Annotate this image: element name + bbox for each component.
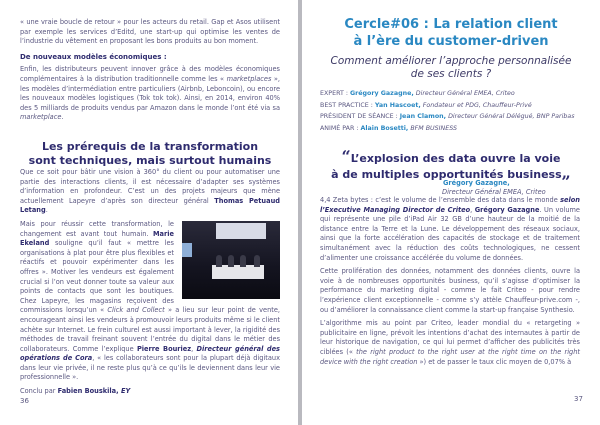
text-run: », les modèles d’intermédiation entre particuliers (Airbnb, Leboncoin), ou encore les nouveaux modèles logistiques (Tok tok tok). Ainsi, en 2014, environ 40% des 5 milliards de produits vendus par Amazon dans le monde l’ont été via sa bbox=[20, 74, 280, 112]
intro-paragraph bbox=[20, 18, 280, 47]
speaker-detail: Directeur Général Délégué, BNP Paribas bbox=[446, 113, 575, 120]
cercle-title bbox=[302, 16, 600, 50]
text-run: Cette prolifération des données, notamment des données clients, ouvre la voie à de nombreuses opportunités business, qu’il s’agisse d’optimiser la performance du marketing digital - comme le fait Criteo - pour rendre l’expérience client exceptionnelle - comme s’y attèle Chauffeur-prive.com -, ou d’améliorer la connaissance client comme la start-up française Synthesio. bbox=[320, 267, 580, 314]
text-run: , bbox=[191, 344, 197, 353]
text-run: marketplaces bbox=[226, 74, 272, 83]
quote-author-title: Directeur Général EMEA, Criteo bbox=[442, 188, 546, 196]
speaker-row bbox=[320, 88, 590, 100]
speaker-role: ANIMÉ PAR : bbox=[320, 124, 361, 132]
speaker-role: EXPERT : bbox=[320, 90, 350, 97]
speaker-detail: Fondateur et PDG, Chauffeur-Privé bbox=[420, 101, 532, 109]
section-paragraph bbox=[20, 65, 280, 123]
emphasis-text: selon l’Executive Managing Director de Criteo bbox=[320, 196, 580, 214]
text-run: marketplace bbox=[20, 113, 62, 122]
text-run: Mais pour réussir cette transformation, le changement est avant tout humain. bbox=[20, 219, 174, 238]
speaker-row bbox=[320, 100, 590, 112]
text-run: . bbox=[61, 113, 64, 122]
text-run: souligne qu’il faut « mettre les organisations à plat pour être plus flexibles et réactifs et pouvoir expérimenter dans les offres ». Motiver les vendeurs est également crucial si l’on veut donner toute sa valeur aux points de contacts que sont les boutiques. Chez Lapeyre, les magasins reçoivent des commissions lorsqu’un « bbox=[20, 239, 174, 315]
paragraph bbox=[320, 196, 580, 263]
emphasis-text: Grégory Gazagne bbox=[474, 205, 540, 214]
speaker-detail: Directeur Général EMEA, Criteo bbox=[413, 90, 515, 97]
paragraph bbox=[320, 319, 580, 367]
emphasis-text: Thomas Petuaud Letang bbox=[20, 196, 280, 215]
text-run: « une vraie boucle de retour » pour les acteurs du retail. Gap et Asos utilisent par exemple les services d’Editd, une start-up qui optimise les ventes de l’industrie du vêtement en proposant les bons produits au bon moment. bbox=[20, 18, 280, 46]
left-page bbox=[0, 0, 298, 425]
section-title-line1: Les prérequis de la transformation bbox=[41, 140, 259, 153]
emphasis-text: Directeur général des opérations de Cora bbox=[20, 344, 280, 363]
title-line1: Cercle#06 : La relation client bbox=[344, 17, 558, 32]
text-run: , bbox=[470, 205, 475, 214]
text-run: the right product to the right user at the right time on the right device with the right creation bbox=[320, 347, 581, 366]
speaker-role: BEST PRACTICE : bbox=[320, 101, 375, 109]
text-run: » a lieu sur leur point de vente, encourageant ainsi les vendeurs à promouvoir leurs produits même si le client achète sur Internet. Le frein culturel est aussi important à lever, la rigidité des méthodes de travail freinant souvent l’entrée du digital dans le métier des collaborateurs. Comme l’explique bbox=[20, 306, 280, 353]
pull-quote bbox=[302, 147, 600, 182]
speaker-name: Yan Hascoet, bbox=[374, 101, 421, 109]
right-page bbox=[302, 0, 600, 425]
quote-attribution bbox=[442, 179, 546, 197]
open-quote-icon: “ bbox=[341, 147, 351, 166]
subtitle-line2: de ses clients ? bbox=[410, 68, 492, 80]
subtitle bbox=[302, 55, 600, 81]
speaker-list bbox=[320, 88, 590, 134]
conclusion bbox=[20, 387, 280, 397]
page-number: 36 bbox=[20, 397, 29, 405]
paragraph-with-photo bbox=[20, 220, 280, 383]
speaker-name: Alain Bosetti, bbox=[360, 124, 409, 132]
text-run: Enfin, les distributeurs peuvent innover grâce à des modèles économiques complémentaires à la distribution traditionnelle comme les « bbox=[20, 65, 280, 83]
text-run: Que ce soit pour bâtir une vision à 360° du client ou pour automatiser une partie des interactions clients, il est nécessaire d’adapter ses systèmes d’information en profondeur. C’est un des projets majeurs que mène actuellement Lapeyre d’après son directeur général bbox=[20, 168, 280, 205]
speaker-name: Grégory Gazagne, bbox=[349, 90, 414, 97]
section-title-line2: sont techniques, mais surtout humains bbox=[28, 153, 272, 167]
text-run: 4,4 Zeta bytes : c’est le volume de l’ensemble des data dans le monde bbox=[320, 196, 561, 204]
quote-line2: à de multiples opportunités business bbox=[331, 167, 562, 181]
section-title bbox=[10, 140, 290, 167]
speaker-role: PRÉSIDENT DE SÉANCE : bbox=[320, 113, 400, 120]
emphasis-text: Fabien Bouskila, bbox=[57, 387, 121, 396]
conference-photo bbox=[182, 221, 280, 299]
body-text bbox=[20, 168, 280, 401]
emphasis-text: Pierre Bouriez bbox=[136, 344, 192, 353]
body-text bbox=[320, 196, 580, 371]
speaker-name: Jean Clamon, bbox=[399, 113, 447, 120]
speaker-row bbox=[320, 111, 590, 123]
paragraph bbox=[20, 168, 280, 216]
page-number: 37 bbox=[574, 395, 583, 403]
emphasis-text: EY bbox=[120, 387, 131, 396]
text-run: ») et de passer le taux clic moyen de 0,07% à bbox=[417, 357, 572, 366]
intro-text bbox=[20, 18, 280, 127]
subtitle-line1: Comment améliorer l’approche personnalisée bbox=[330, 55, 572, 67]
speaker-row bbox=[320, 123, 590, 135]
text-run: , « les collaborateurs sont pour la plupart déjà digitaux dans leur vie privée, il ne reste plus qu’à ce qu’ils le deviennent dans leur vie professionnelle ». bbox=[20, 354, 280, 382]
paragraph bbox=[320, 267, 580, 315]
text-run: . Un volume qui représente une pile d’iPad Air 32 GB d’une hauteur de la moitié de la distance entre la Terre et la Lune. Le développement des réseaux sociaux, ainsi que la forte accélération des capacités de stockage et de traitement simultanément avec la réduction des coûts technologiques, ne cessent d’alimenter une croissance accélérée du volume de données. bbox=[320, 205, 580, 262]
close-quote-icon: „ bbox=[561, 162, 571, 182]
emphasis-text: Marie Ekeland bbox=[20, 229, 174, 248]
text-run: Click and Collect bbox=[107, 306, 165, 315]
text-run: Conclu par bbox=[20, 387, 58, 396]
quote-line1: L’explosion des data ouvre la voie bbox=[350, 152, 561, 165]
section-heading: De nouveaux modèles économiques : bbox=[20, 52, 167, 61]
title-line2: à l’ère du customer-driven bbox=[353, 34, 549, 49]
speaker-detail: BFM BUSINESS bbox=[408, 124, 457, 132]
text-run: . bbox=[45, 206, 48, 215]
quote-author: Grégory Gazagne, bbox=[443, 179, 510, 187]
text-run: L’algorithme mis au point par Criteo, leader mondial du « retargeting » publicitaire en ligne, prévoit les intentions d’achat des internautes à partir de leur historique de navigation, ce qui lui permet d’afficher des publicités très ciblées (« bbox=[320, 319, 580, 356]
